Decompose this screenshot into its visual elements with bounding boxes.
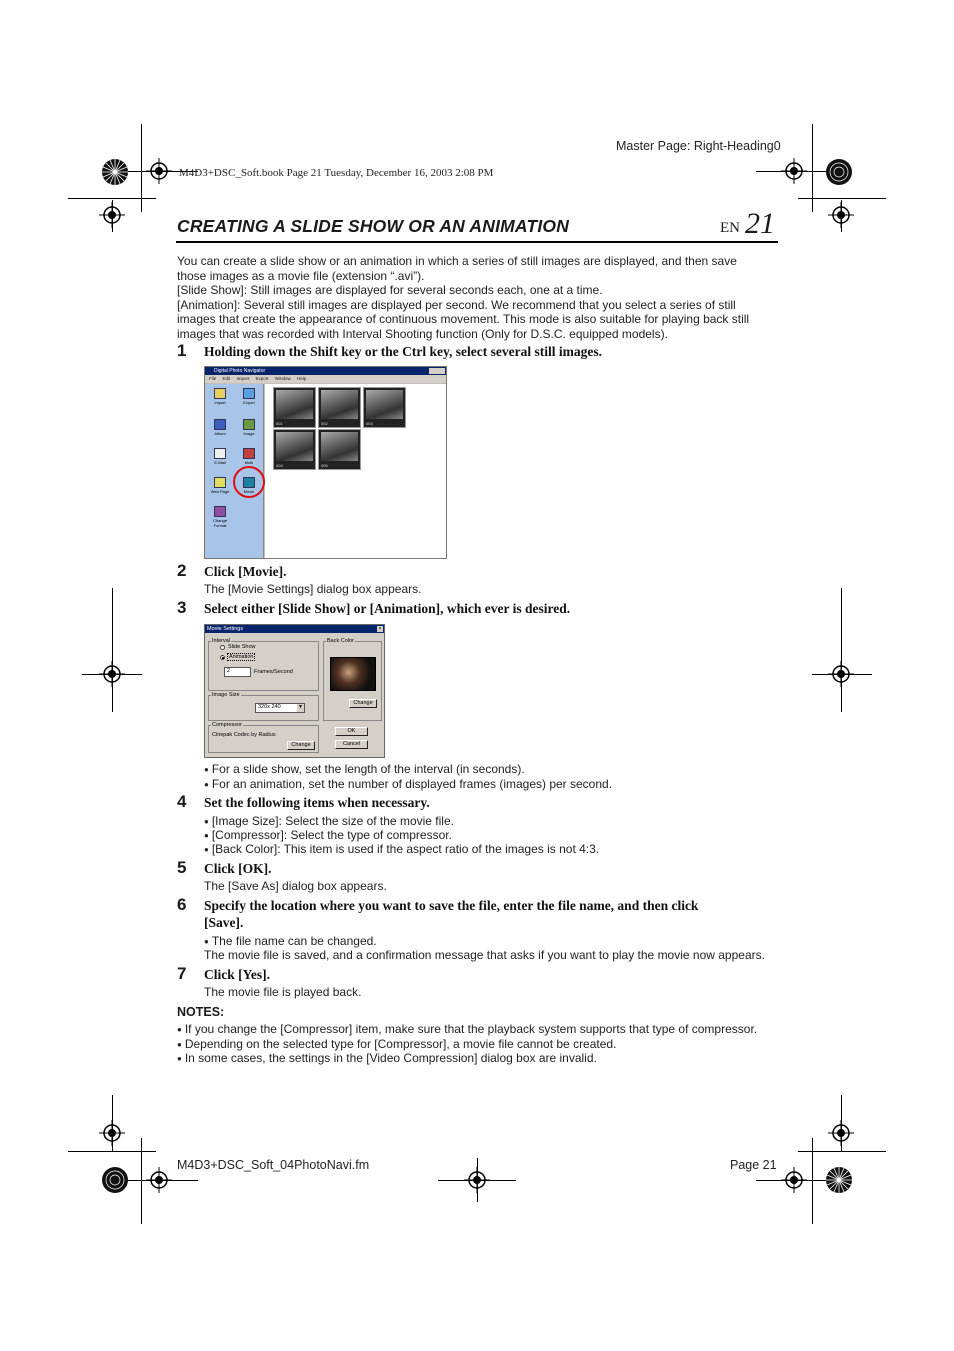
tool-web-page: Web Page — [209, 477, 231, 494]
dialog-titlebar — [205, 625, 384, 633]
fps-field: 2 — [224, 667, 251, 677]
crop-mark — [68, 1151, 156, 1152]
thumbnail: 003 — [363, 387, 406, 428]
step-subtext: The [Save As] dialog box appears. — [204, 879, 387, 893]
ok-button: OK — [335, 727, 368, 736]
intro-line: those images as a movie file (extension “.avi”). — [177, 268, 425, 283]
intro-line: images that was recorded with Interval Shooting function (Only for D.S.C. equipped models). — [177, 326, 668, 341]
registration-mark-icon — [464, 1167, 490, 1193]
page-title: CREATING A SLIDE SHOW OR AN ANIMATION — [177, 216, 570, 236]
bullet-item: ● For an animation, set the number of displayed frames (images) per second. — [204, 777, 612, 791]
note-item: ● Depending on the selected type for [Compressor], a movie file cannot be created. — [177, 1037, 616, 1051]
image-size-select: 320x 240 ▼ — [255, 703, 305, 713]
photo-image — [276, 432, 313, 461]
intro-line: [Animation]: Several still images are displayed per second. We recommend that you select a series of still — [177, 297, 736, 312]
thumbnail-area — [265, 384, 446, 558]
tool-import: Import — [209, 388, 231, 405]
dialog-title: Movie Settings — [207, 626, 244, 632]
master-page-label: Master Page: Right-Heading0 — [616, 139, 781, 153]
multi-icon — [243, 448, 255, 459]
registration-mark-icon — [828, 661, 854, 687]
fps-label: Frames/Second — [254, 669, 293, 675]
crop-mark — [841, 588, 842, 712]
crop-mark — [798, 198, 886, 199]
starburst-mark-icon — [100, 157, 130, 187]
registration-mark-icon — [146, 158, 172, 184]
compressor-change-button: Change — [287, 741, 315, 750]
bullet-item: ● The file name can be changed. — [204, 934, 377, 948]
registration-mark-icon — [781, 158, 807, 184]
tool-change-format: Change Format — [209, 506, 231, 528]
bullet-item: ● [Image Size]: Select the size of the movie file. — [204, 814, 454, 828]
crop-mark — [112, 588, 113, 712]
step-number: 6 — [177, 895, 187, 914]
step-text: [Save]. — [204, 915, 244, 930]
thumbnail: 004 — [273, 429, 316, 470]
email-icon — [214, 448, 226, 459]
registration-mark-icon — [99, 1120, 125, 1146]
compressor-value: Cinepak Codec by Radius — [212, 732, 276, 738]
slide-show-label: Slide Show — [228, 644, 256, 650]
title-rule — [176, 241, 778, 243]
interval-label: Interval — [212, 638, 231, 644]
registration-mark-icon — [828, 1120, 854, 1146]
step-number: 5 — [177, 858, 187, 877]
navigator-screenshot — [204, 366, 447, 559]
import-icon — [214, 388, 226, 399]
image-icon — [243, 419, 255, 430]
step-number: 3 — [177, 598, 187, 617]
registration-mark-icon — [99, 661, 125, 687]
thumbnail: 001 — [273, 387, 316, 428]
thumbnail: 005 — [318, 429, 361, 470]
tool-export: Export — [238, 388, 260, 405]
preview-image — [330, 657, 376, 691]
starburst-mark-icon — [824, 1165, 854, 1195]
registration-mark-icon — [99, 202, 125, 228]
intro-line: You can create a slide show or an animation in which a series of still images are displayed, and then save — [177, 254, 737, 268]
tool-email: E-Mail — [209, 448, 231, 465]
window-controls-icon — [429, 368, 445, 374]
step-subtext: The [Movie Settings] dialog box appears. — [204, 582, 422, 596]
step-text: Set the following items when necessary. — [204, 795, 430, 810]
starburst-mark-icon — [100, 1165, 130, 1195]
thumbnail: 002 — [318, 387, 361, 428]
book-info: M4D3+DSC_Soft.book Page 21 Tuesday, December 16, 2003 2:08 PM — [179, 167, 494, 179]
bullet-item: ● For a slide show, set the length of the interval (in seconds). — [204, 762, 525, 776]
step-number: 4 — [177, 792, 187, 811]
step-subtext: The movie file is played back. — [204, 985, 362, 999]
starburst-mark-icon — [824, 157, 854, 187]
tool-image: Image — [238, 419, 260, 436]
note-item: ● If you change the [Compressor] item, make sure that the playback system supports that type of compressor. — [177, 1022, 757, 1036]
cancel-button: Cancel — [335, 740, 368, 749]
change-format-icon — [214, 506, 226, 517]
tool-movie: Movie — [238, 477, 260, 494]
step-text: Holding down the Shift key or the Ctrl key, select several still images. — [204, 344, 602, 359]
bullet-item: ● [Back Color]: This item is used if the aspect ratio of the images is not 4:3. — [204, 842, 599, 856]
intro-line: [Slide Show]: Still images are displayed for several seconds each, one at a time. — [177, 283, 603, 297]
tool-album: Album — [209, 419, 231, 436]
photo-image — [276, 390, 313, 419]
export-icon — [243, 388, 255, 399]
slide-show-radio — [220, 645, 225, 650]
footer-page: Page 21 — [730, 1158, 777, 1172]
dropdown-arrow-icon: ▼ — [298, 704, 303, 710]
notes-heading: NOTES: — [177, 1005, 225, 1019]
crop-mark — [68, 198, 156, 199]
window-menubar: File Edit Import Export Window Help — [205, 375, 446, 383]
registration-mark-icon — [781, 1167, 807, 1193]
album-icon — [214, 419, 226, 430]
registration-mark-icon — [146, 1167, 172, 1193]
footer-filename: M4D3+DSC_Soft_04PhotoNavi.fm — [177, 1158, 370, 1172]
back-color-label: Back Color — [327, 638, 354, 644]
tool-multi: Multi — [238, 448, 260, 465]
page-number: 21 — [745, 207, 775, 240]
close-icon: × — [378, 626, 382, 632]
step-text: Click [OK]. — [204, 861, 272, 876]
window-title: Digital Photo Navigator — [214, 368, 266, 374]
photo-image — [321, 432, 358, 461]
registration-mark-icon — [828, 202, 854, 228]
image-size-label: Image Size — [212, 692, 240, 698]
bullet-item: ● [Compressor]: Select the type of compressor. — [204, 828, 452, 842]
step-text: Specify the location where you want to save the file, enter the file name, and then click — [204, 898, 699, 913]
crop-mark — [798, 1151, 886, 1152]
back-color-change-button: Change — [349, 699, 377, 708]
photo-image — [321, 390, 358, 419]
movie-settings-screenshot — [204, 624, 385, 758]
web-page-icon — [214, 477, 226, 488]
step-text: Click [Movie]. — [204, 564, 287, 579]
animation-radio — [220, 655, 225, 660]
language-label: EN — [720, 220, 740, 236]
intro-line: images that create the appearance of continuous movement. This mode is also suitable for playing back still — [177, 312, 750, 326]
photo-image — [366, 390, 403, 419]
step-number: 1 — [177, 341, 187, 360]
step-number: 2 — [177, 561, 187, 580]
compressor-label: Compressor — [212, 722, 242, 728]
step-text: Select either [Slide Show] or [Animation], which ever is desired. — [204, 601, 571, 616]
step-text: Click [Yes]. — [204, 967, 270, 982]
intro-paragraph — [177, 254, 787, 341]
window-titlebar — [205, 367, 446, 375]
step-subtext: The movie file is saved, and a confirmation message that asks if you want to play the movie now appears. — [204, 948, 765, 962]
note-item: ● In some cases, the settings in the [Video Compression] dialog box are invalid. — [177, 1051, 597, 1065]
highlight-circle — [233, 466, 265, 498]
animation-label: Animation — [229, 654, 254, 660]
step-number: 7 — [177, 964, 187, 983]
